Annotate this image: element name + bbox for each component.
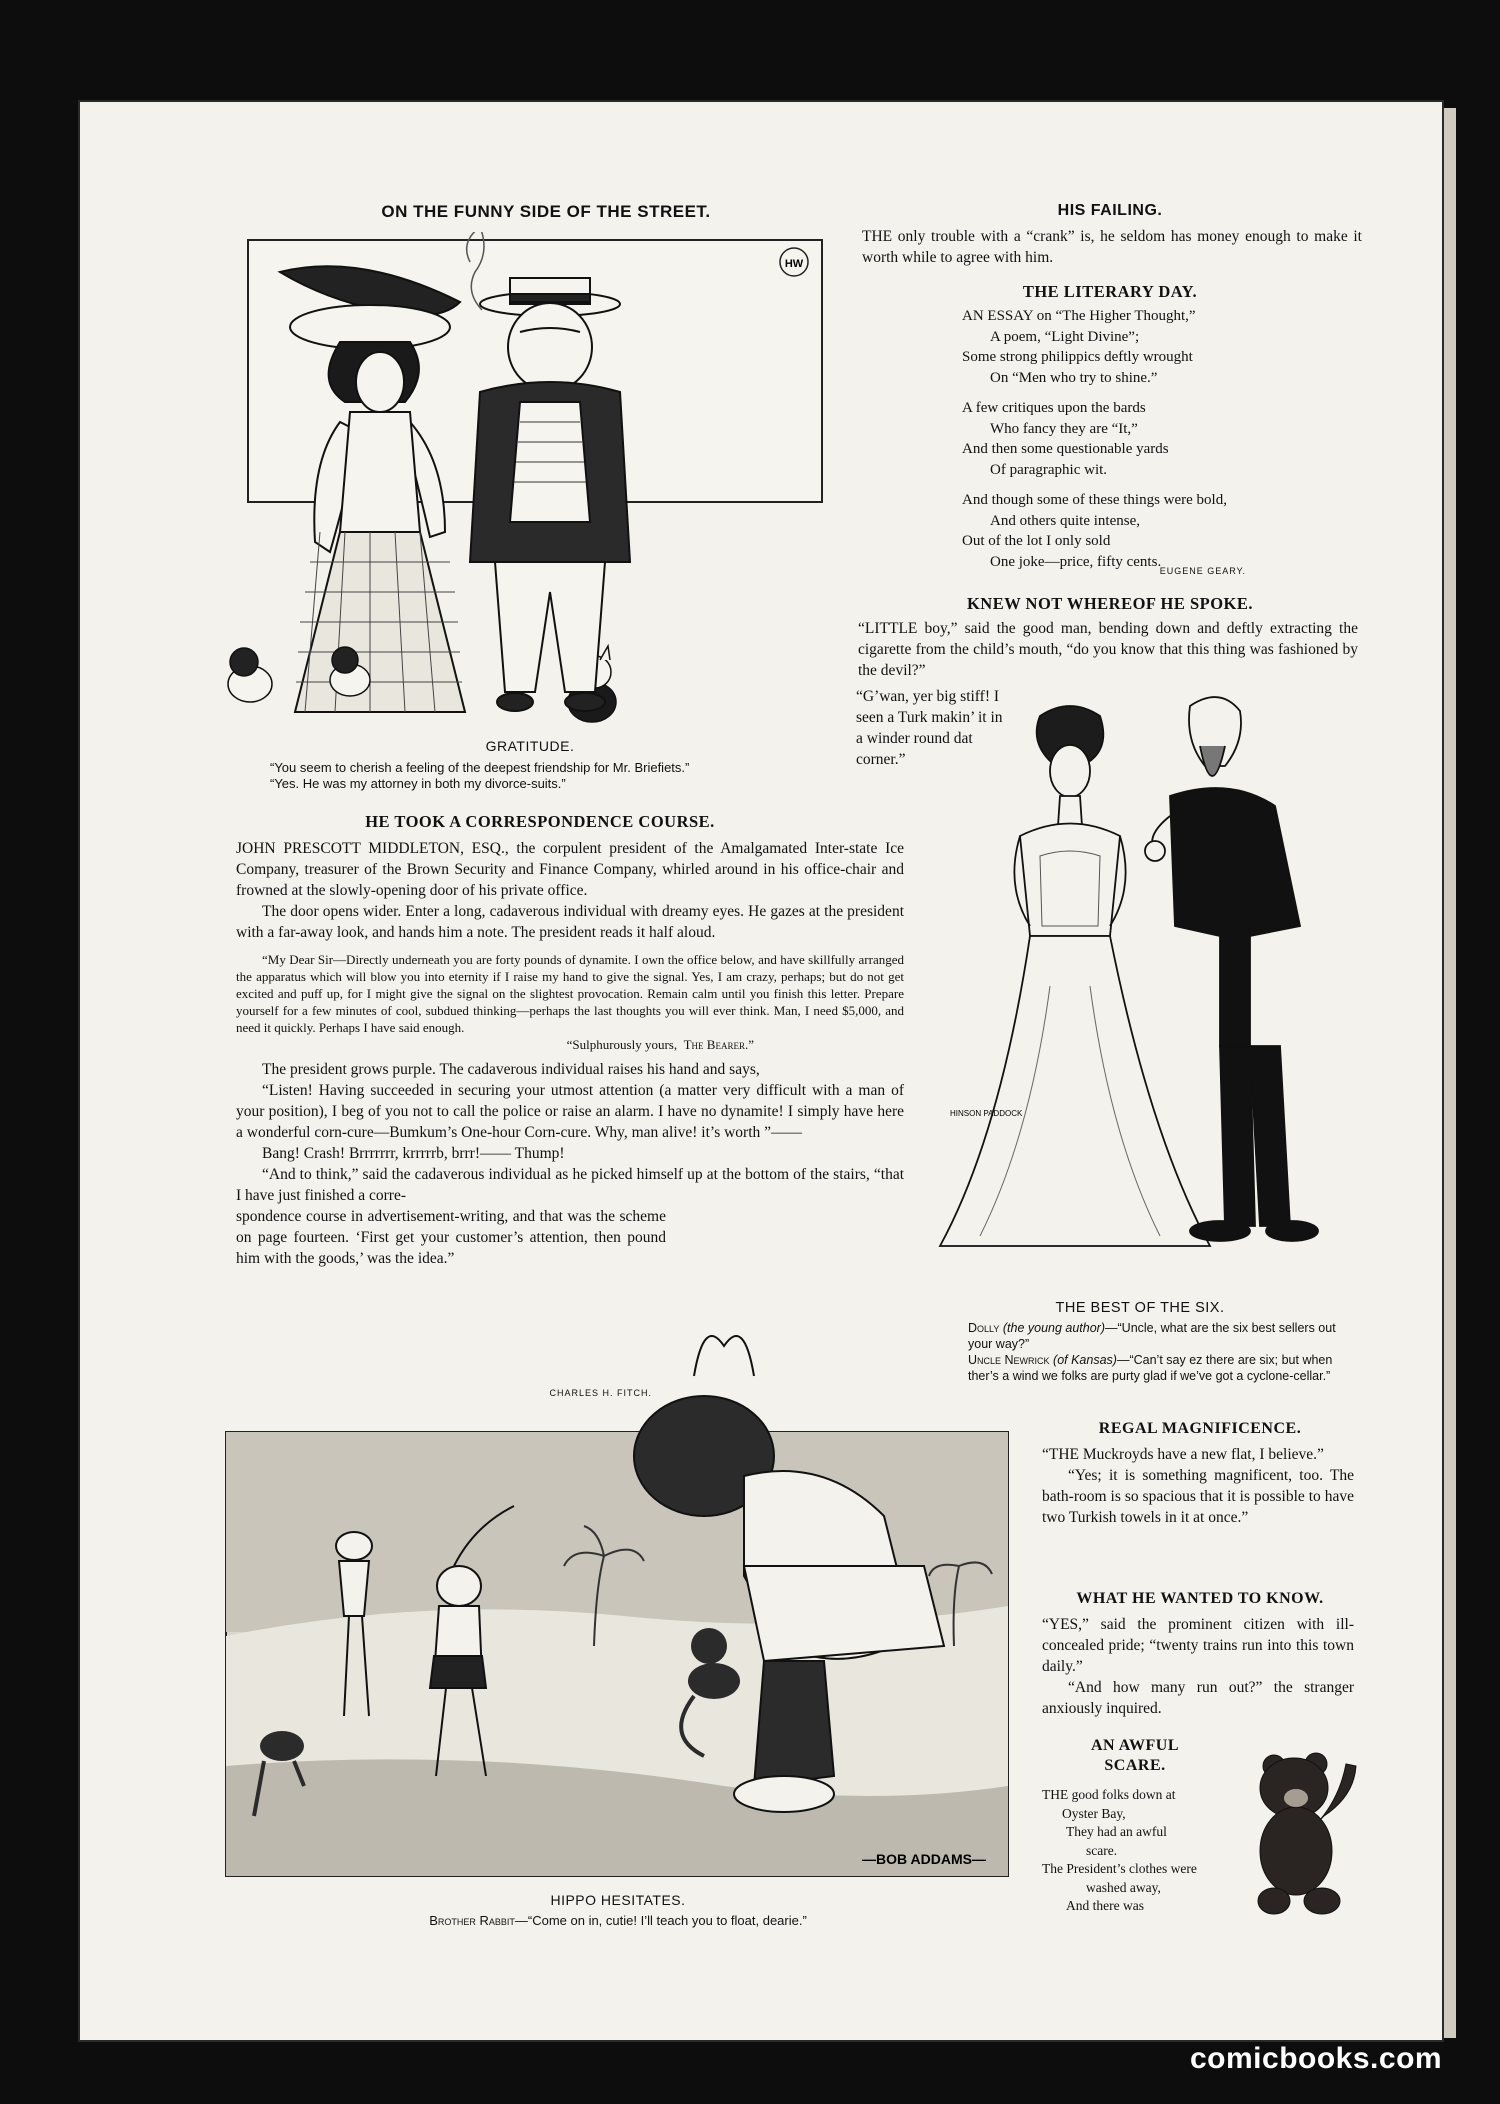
dolly-line: —“Uncle, what are the six best sellers out your way?” — [968, 1321, 1336, 1351]
poem-line: AN ESSAY on “The Higher Thought,” — [962, 308, 1196, 324]
correspondence-p3: The president grows purple. The cadaverous individual raises his hand and says, — [262, 1061, 760, 1078]
correspondence-p6b: spondence course in advertisement-writing, and that was the scheme on page fourteen. ‘First get your customer’s attention, then pound him with the goods,’ was the idea.” — [236, 1208, 666, 1267]
watermark: comicbooks.com — [1190, 2042, 1443, 2075]
poem-line: And though some of these things were bold, — [962, 492, 1227, 508]
svg-text:HW: HW — [784, 258, 804, 270]
gratitude-caption-line1: “You seem to cherish a feeling of the deepest friendship for Mr. Briefiets.” — [270, 760, 690, 775]
literary-heading: THE LITERARY DAY. — [1022, 282, 1198, 301]
poem-line: A few critiques upon the bards — [962, 400, 1146, 416]
svg-text:—BOB ADDAMS—: —BOB ADDAMS— — [862, 1851, 986, 1867]
page-spine — [1442, 108, 1456, 2038]
regal-heading: REGAL MAGNIFICENCE. — [1098, 1420, 1302, 1437]
poem-line: One joke—price, fifty cents. — [990, 553, 1162, 570]
wanted-text2: “And how many run out?” the stranger anxiously inquired. — [1042, 1679, 1354, 1717]
regal-text1: “THE Muckroyds have a new flat, I believe.” — [1042, 1446, 1324, 1463]
gratitude-illustration — [220, 232, 840, 732]
scare-heading — [1040, 1736, 1230, 1776]
correspondence-story — [236, 838, 904, 1269]
failing-heading: HIS FAILING. — [1057, 202, 1163, 219]
dolly-figure — [940, 706, 1210, 1246]
dynamite-letter: “My Dear Sir—Directly underneath you are forty pounds of dynamite. I own the office below, and have skillfully arranged the apparatus which will blow you into eternity if I raise my hand to give the signal. Yes, I am crazy, perhaps; but do not get excited and puff up, for I might give the signal on the slightest provocation. Remain calm until you finish this letter. Prepare yourself for a few minutes of cool, subdued thinking—perhaps the last thoughts you will ever think. Man, I need $5,000, and need it quickly. Perhaps I have said enough. — [236, 952, 904, 1035]
poem-line: And then some questionable yards — [962, 441, 1169, 457]
poem-line: Some strong philippics deftly wrought — [962, 349, 1193, 365]
poem-line: Who fancy they are “It,” — [990, 420, 1138, 437]
wanted-heading: WHAT HE WANTED TO KNOW. — [1076, 1590, 1324, 1607]
regal-text2: “Yes; it is something magnificent, too. The bath-room is so spacious that it is possible to have two Turkish towels in it at once.” — [1042, 1467, 1354, 1526]
scare-line: They had an awful — [1066, 1824, 1167, 1839]
man-figure — [467, 232, 630, 711]
hippo-caption-title: HIPPO HESITATES. — [550, 1892, 686, 1908]
dolly-name: Dolly — [968, 1321, 1000, 1335]
scare-line: scare. — [1086, 1842, 1118, 1858]
gratitude-caption — [270, 760, 830, 792]
scare-heading-line1: AN AWFUL — [1090, 1737, 1179, 1754]
gratitude-caption-line2: “Yes. He was my attorney in both my divorce-suits.” — [270, 776, 566, 791]
gratitude-caption-title: GRATITUDE. — [485, 738, 575, 754]
literary-poem — [962, 306, 1292, 572]
funny-side-heading: ON THE FUNNY SIDE OF THE STREET. — [381, 202, 711, 221]
uncle-name: Uncle Newrick — [968, 1353, 1050, 1367]
correspondence-p4: “Listen! Having succeeded in securing your utmost attention (a matter very difficult with a man of your position), I beg of you not to call the police or raise an alarm. I have no dynamite! I simply have here a wonderful corn-cure—Bumkum’s One-hour Corn-cure. Why, man alive! it’s worth ”—— — [236, 1082, 904, 1141]
scare-line: THE good folks down at — [1042, 1787, 1176, 1802]
best-six-title: THE BEST OF THE SIX. — [1055, 1300, 1225, 1316]
wanted-text1: “YES,” said the prominent citizen with ill-concealed pride; “twenty trains run into this town daily.” — [1042, 1616, 1354, 1675]
scare-line: Oyster Bay, — [1062, 1805, 1126, 1821]
correspondence-p1: JOHN PRESCOTT MIDDLETON, ESQ., the corpulent president of the Amalgamated Inter-state Ice Company, treasurer of the Brown Security and Finance Company, whirled around in his office-chair and frowned at the slowly-opening door of his private office. — [236, 840, 904, 899]
hippo-illustration — [224, 1316, 1012, 1878]
poem-line: Of paragraphic wit. — [990, 461, 1108, 478]
uncle-line: —“Can’t say ez there are six; but when ther’s a wind we folks are purty glad if we’ve got a cyclone-cellar.” — [968, 1353, 1333, 1383]
scare-line: washed away, — [1086, 1879, 1161, 1895]
regal-text — [1042, 1444, 1354, 1528]
scare-heading-line2: SCARE. — [1104, 1757, 1166, 1774]
literary-signature: EUGENE GEARY. — [1159, 566, 1246, 576]
scare-line: And there was — [1066, 1898, 1144, 1913]
letter-signer: The Bearer.” — [683, 1037, 754, 1052]
knew-not-text: “LITTLE boy,” said the good man, bending down and deftly extracting the cigarette from the child’s mouth, “do you know that this thing was fashioned by the devil?” — [858, 620, 1358, 679]
correspondence-p6a: “And to think,” said the cadaverous individual as he picked himself up at the bottom of the stairs, “that I have just finished a corre- — [236, 1166, 904, 1204]
poem-line: A poem, “Light Divine”; — [990, 328, 1140, 345]
letter-signoff: “Sulphurously yours, — [566, 1037, 678, 1052]
best-six-illustration — [920, 686, 1360, 1296]
poem-line: And others quite intense, — [990, 512, 1140, 529]
poem-line: Out of the lot I only sold — [962, 533, 1111, 549]
hippo-caption-line: —“Come on in, cutie! I’ll teach you to float, dearie.” — [514, 1913, 807, 1928]
failing-text: THE only trouble with a “crank” is, he seldom has money enough to make it worth while to agree with him. — [862, 228, 1362, 266]
teddy-bear-illustration — [1244, 1736, 1362, 1920]
dolly-note: (the young author) — [1002, 1321, 1106, 1335]
poem-line: On “Men who try to shine.” — [990, 369, 1158, 386]
scare-poem — [1042, 1786, 1238, 1916]
knew-not-heading: KNEW NOT WHEREOF HE SPOKE. — [966, 594, 1254, 613]
svg-text:HINSON PADDOCK: HINSON PADDOCK — [950, 1109, 1023, 1118]
scare-line: The President’s clothes were — [1042, 1861, 1197, 1876]
correspondence-p5: Bang! Crash! Brrrrrrr, krrrrrb, brrr!—— Thump! — [262, 1145, 565, 1162]
knew-not-reply: “G’wan, yer big stiff! I seen a Turk makin’ it in a winder round dat corner.” — [856, 688, 1003, 768]
wanted-text — [1042, 1614, 1354, 1719]
best-six-caption — [938, 1320, 1358, 1384]
correspondence-p2: The door opens wider. Enter a long, cadaverous individual with dreamy eyes. He gazes at the president with a far-away look, and hands him a note. The president reads it half aloud. — [236, 903, 904, 941]
correspondence-signature: CHARLES H. FITCH. — [549, 1388, 652, 1398]
hippo-caption-speaker: Brother Rabbit — [429, 1913, 515, 1928]
hippo-caption — [224, 1913, 1012, 1928]
uncle-note: (of Kansas) — [1053, 1353, 1117, 1367]
correspondence-heading: HE TOOK A CORRESPONDENCE COURSE. — [365, 812, 715, 831]
